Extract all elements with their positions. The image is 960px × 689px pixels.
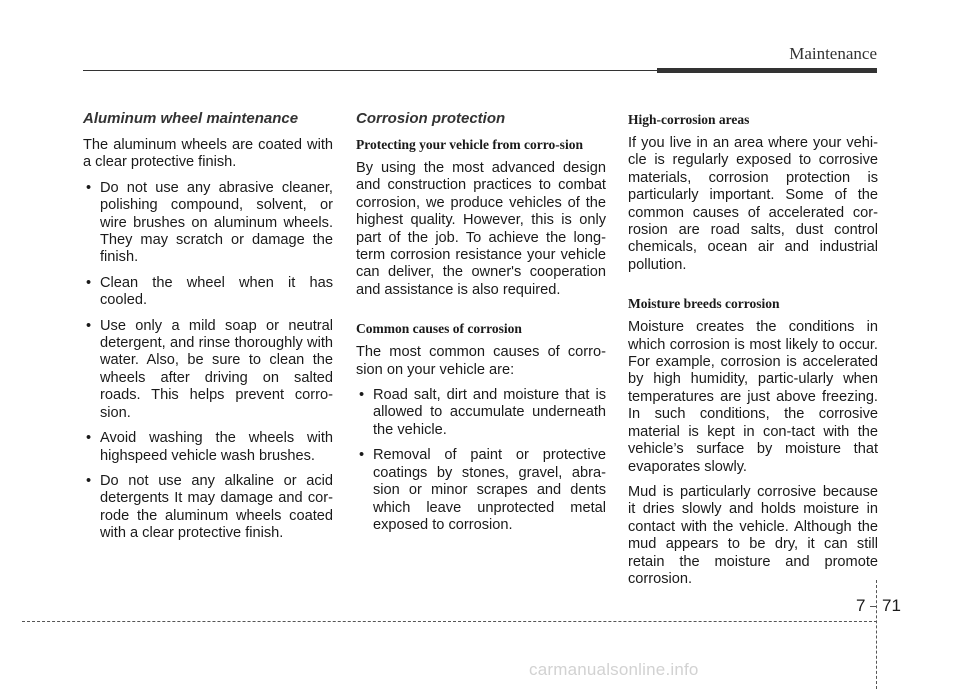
footer-tick — [870, 606, 876, 607]
bullet-text: Do not use any abrasive cleaner, polishing compound, solvent, or wire brushes on aluminum wheels. They may scratch or damage the finish. — [100, 179, 333, 266]
page-chapter: 7 — [856, 596, 866, 615]
page-number: 71 — [882, 596, 901, 615]
column-areas — [628, 112, 878, 596]
protect-subheading: Protecting your vehicle from corro-sion — [356, 137, 583, 152]
header-rule-thin — [83, 70, 683, 71]
bullet-icon: • — [86, 472, 92, 489]
bullet-icon: • — [86, 317, 92, 334]
bullet-icon: • — [86, 274, 92, 291]
bullet-text: Do not use any alkaline or acid detergents It may damage and cor-rode the aluminum wheels coated with a clear protective finish. — [100, 472, 333, 542]
footer-divider — [876, 580, 877, 689]
causes-subheading: Common causes of corrosion — [356, 321, 522, 337]
bullet-text: Road salt, dirt and moisture that is allowed to accumulate underneath the vehicle. — [373, 387, 606, 438]
aluminum-heading: Aluminum wheel maintenance — [83, 110, 299, 127]
watermark: carmanualsonline.info — [529, 660, 699, 679]
high-corrosion-text: If you live in an area where your vehi-cle is regularly exposed to corrosive materials, corrosion protection is particularly important. Some of the common causes of accelerated cor-rosion are road salts, dust control chemicals, ocean air and industrial pollution. — [628, 135, 878, 273]
header-rule-thick — [657, 68, 877, 73]
list-item — [83, 318, 333, 422]
column-corrosion — [356, 110, 606, 542]
list-item — [83, 430, 333, 465]
aluminum-bullet-list — [83, 180, 333, 543]
bullet-text: Clean the wheel when it has cooled. — [100, 274, 333, 309]
bullet-text: Removal of paint or protective coatings by stones, gravel, abra-sion or minor scrapes and dents which leave unprotected metal exposed to corrosion. — [373, 447, 606, 533]
list-item — [83, 180, 333, 267]
spacer — [628, 282, 878, 296]
bullet-icon: • — [359, 387, 365, 404]
bullet-icon: • — [86, 430, 92, 447]
list-item — [356, 387, 606, 439]
bullet-text: Use only a mild soap or neutral detergent, and rinse thoroughly with water. Also, be sure to clean the wheels after driving on salted roads. This helps prevent corro-sion. — [100, 317, 333, 421]
column-aluminum — [83, 110, 333, 551]
list-item — [83, 473, 333, 543]
causes-bullet-list — [356, 387, 606, 534]
mud-text: Mud is particularly corrosive because it dries slowly and holds moisture in contact with the vehicle. Although the mud appears to be dry, it can still retain the moisture and promote corrosion. — [628, 483, 878, 587]
causes-intro: The most common causes of corro-sion on your vehicle are: — [356, 344, 606, 378]
list-item — [356, 447, 606, 534]
aluminum-intro: The aluminum wheels are coated with a clear protective finish. — [83, 137, 333, 171]
footer-rule — [22, 621, 877, 622]
list-item — [83, 275, 333, 310]
bullet-icon: • — [359, 447, 365, 464]
bullet-icon: • — [86, 179, 92, 196]
high-corrosion-subheading: High-corrosion areas — [628, 112, 750, 127]
bullet-text: Avoid washing the wheels with highspeed vehicle wash brushes. — [100, 430, 333, 464]
moisture-subheading: Moisture breeds corrosion — [628, 296, 780, 312]
moisture-text: Moisture creates the conditions in which corrosion is most likely to occur. For example, corrosion is accelerated by high humidity, partic-ularly when temperatures are just above freezing. In such conditions, the corrosive material is kept in con-tact with the vehicle’s surface by moisture that evaporates slowly. — [628, 319, 878, 475]
section-title: Maintenance — [789, 44, 877, 63]
protect-text: By using the most advanced design and construction practices to combat corrosion, we produce vehicles of the highest quality. However, this is only part of the job. To achieve the long-term corrosion resistance your vehicle can deliver, the owner's cooperation and assistance is also required. — [356, 160, 606, 298]
corrosion-heading: Corrosion protection — [356, 110, 506, 127]
spacer — [356, 307, 606, 321]
